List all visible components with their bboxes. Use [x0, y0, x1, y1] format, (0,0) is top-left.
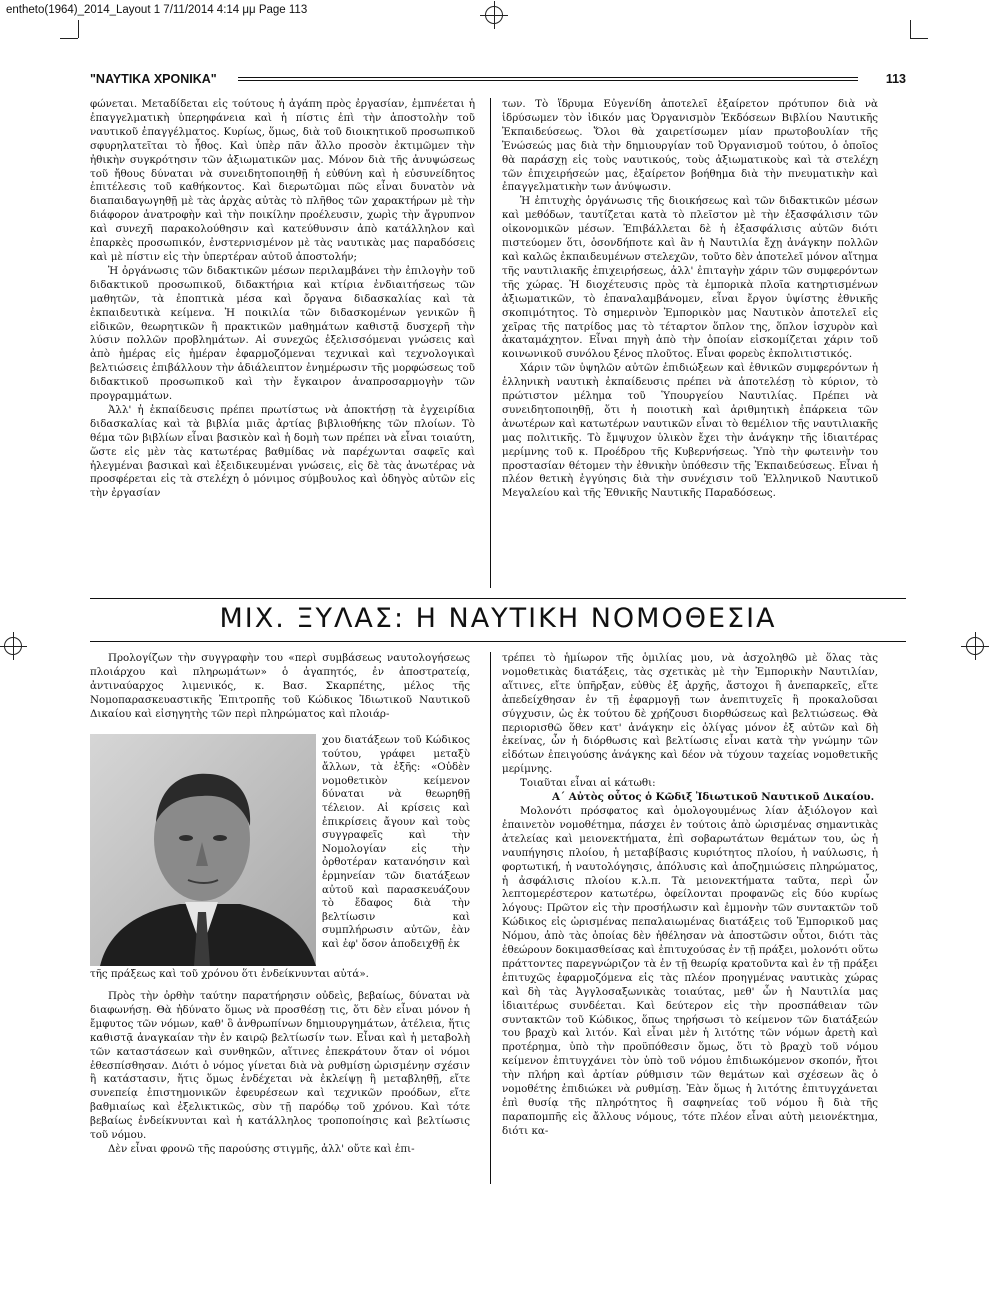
top-right-column [502, 98, 878, 590]
paragraph: φώνεται. Μεταδίδεται εἰς τούτους ἡ ἀγάπη πρὸς ἐργασίαν, ἐμπνέεται ἡ ἐπαγγελματικὴ ὑπερηφάνεια καὶ ἡ πίστις ἐπὶ τὴν ἀποστολὴν τοῦ ναυτικοῦ ἐπαγγέλματος. Κυρίως, ὅμως, διὰ τοῦ διοικητικοῦ προσωπικοῦ σφυρηλατεῖται τὸ ἦθος. Καὶ ὑπὲρ πᾶν ἄλλο προσὸν ἐκτιμῶμεν τὴν ἠθικὴν συγκρότησιν τῶν ἀξιωματικῶν μας. Μόνον διὰ τῆς ἀνυψώσεως τοῦ ἤθους δύναται νὰ συνειδητοποιηθῇ ἡ εὐθύνη καὶ ἡ εὐσυνείδητος ἐπιτέλεσις τοῦ καθήκοντος. Καὶ διερωτῶμαι πῶς εἶναι δυνατὸν νὰ διαπαιδαγωγηθῇ μὲ τὰς ἀρχὰς αὐτὰς τὸ πλῆθος τῶν χαρακτήρων μὲ τὴν διάφορον ἀνατροφὴν καὶ τὴν ποικίλην προέλευσιν, χωρὶς τὴν ἄγρυπνον καὶ συνεχῆ παρακολούθησιν καὶ κατεύθυνσιν ἀπὸ κατάλληλον καὶ ἐπαρκὲς προσωπικόν, ἐνστερνισμένον μὲ τὰς ναυτικὰς μας παραδόσεις καὶ μὲ πίστιν εἰς τὴν ὑπερτέραν αὐτοῦ ἀποστολήν; [90, 98, 475, 263]
intro-block [90, 652, 470, 734]
intro-quote-end: τῆς πράξεως καὶ τοῦ χρόνου ὅτι ἐνδείκνυνται αὐτά». [90, 968, 369, 980]
bottom-left-column [90, 990, 470, 1190]
header-rule [238, 77, 858, 81]
article-headline: ΜΙΧ. ΞΥΛΑΣ: Η ΝΑΥΤΙΚΗ ΝΟΜΟΘΕΣΙΑ [219, 603, 777, 634]
top-left-column [90, 98, 475, 590]
intro-end [90, 968, 470, 984]
column-divider [490, 98, 491, 588]
intro-paragraph: Προλογίζων τὴν συγγραφὴν του «περὶ συμβάσεως ναυτολογήσεως πλοιάρχου καὶ πληρωμάτων» ὁ ἀγαπητός, ἐν ἀποστρατείᾳ, ἀντιναύαρχος λιμενικός, κ. Βασ. Σκαρπέτης, μέλος τῆς Νομοπαρασκευαστικῆς Ἐπιτροπῆς τοῦ Κώδικος Ἰδιωτικοῦ Ναυτικοῦ Δικαίου καὶ εἰσηγητὴς τῶν περὶ πληρώματος καὶ πλοιάρ- [90, 652, 470, 720]
paragraph: τρέπει τὸ ἡμίωρον τῆς ὁμιλίας μου, νὰ ἀσχοληθῶ μὲ ὅλας τὰς νομοθετικὰς διατάξεις, τὰς σχετικὰς μὲ τὴν Ἐμπορικὴν Ναυτιλίαν, αἵτινες, εἴτε ὑπῆρξαν, εὐθὺς ἐξ ἀρχῆς, ἄστοχοι ἢ ἀνεπαρκεῖς, εἴτε ἀπεδείχθησαν ἐν τῇ ἐφαρμογῇ των ἀνεπιτυχεῖς ἢ προκαλοῦσαι σύγχυσιν, ὡς ἐκ τούτου δὲ χρήζουσι διορθώσεως καὶ βελτιώσεως. Θὰ περιορισθῶ ὅθεν κατ' ἀνάγκην εἰς ὀλίγας μόνον ἐξ αὐτῶν καὶ δὴ ἐκείνας, ὧν ἡ διόρθωσις καὶ βελτίωσις εἶναι κατὰ τὴν γνώμην τῶν εἰδότων ἐπειγούσης ἀνάγκης καὶ δέον νὰ τύχουν ταχείας νομοθετικῆς μερίμνης. [502, 652, 878, 776]
column-divider [490, 652, 491, 1184]
paragraph: Τοιαῦται εἶναι αἱ κάτωθι: [520, 777, 656, 790]
paragraph: Ἡ ἐπιτυχὴς ὀργάνωσις τῆς διοικήσεως καὶ τῶν διδακτικῶν μέσων καὶ μεθόδων, ταυτίζεται κατὰ τὸ πλεῖστον μὲ τὴν ἐξασφάλισιν τῶν οἰκονομικῶν μέσων. Ἐπιβάλλεται δὲ ἡ ἐξασφάλισις αὐτῶν διότι πιστεύομεν ὅτι, ὁσονδήποτε καὶ ἂν ἡ Ναυτιλία ἔχῃ ἀνάγκην πολλῶν καὶ καλῶς ἐκπαιδευμένων στελεχῶν, τοῦτο δὲν ἀποτελεῖ μόνον αἴτημα τῆς ναυτιλιακῆς ἐπιχειρήσεως, ἀλλ' ἐπιταγὴν χάριν τῶν συμφερόντων τῆς χώρας. Ἡ διοχέτευσις πρὸς τὰ ἐμπορικὰ πλοῖα κατηρτισμένων ἀξιωματικῶν, τὸ ἐπαναλαμβάνομεν, εἶναι ἔργον ὑψίστης ἐθνικῆς σκοπιμότητος. Τὸ σημερινὸν Ἐμπορικὸν μας Ναυτικὸν ἀποτελεῖ εἰς χεῖρας τῆς πατρίδος μας τὸ τέταρτον ὅπλον της, ὅπλον ἰσχυρὸν καὶ ἀκαταμάχητον. Εἶναι πηγὴ ἀπὸ τὴν ὁποίαν εἰσκομίζεται χάριν τοῦ κοινωνικοῦ συνόλου ξένος πλοῦτος. Εἶναι φορεὺς ἐκπολιτιστικός. [502, 195, 878, 361]
intro-quote: χου διατάξεων τοῦ Κώδικος τούτου, γράφει μεταξὺ ἄλλων, τὰ ἑξῆς: «Οὐδὲν νομοθετικὸν κείμενον δύναται νὰ θεωρηθῇ τέλειον. Αἱ κρίσεις καὶ ἐπικρίσεις ἄγουν καὶ τοὺς συγγραφεῖς καὶ τὴν Νομολογίαν εἰς τὴν ὀρθοτέραν κατανόησιν καὶ ἑρμηνείαν τῶν διατάξεων αὐτοῦ καὶ παρασκευάζουν τὸ ἔδαφος διὰ τὴν βελτίωσιν καὶ συμπλήρωσιν αὐτῶν, ἐὰν καὶ ἐφ' ὅσον ἀποδειχθῇ ἐκ [322, 734, 470, 950]
paragraph: Πρὸς τὴν ὀρθὴν ταύτην παρατήρησιν οὐδεὶς, βεβαίως, δύναται νὰ διαφωνήσῃ. Θὰ ἠδύνατο ὅμως νὰ προσθέσῃ τις, ὅτι δὲν εἶναι μόνον ἡ ἔμφυτος τῶν νόμων, καθ' ὃ ἀνθρωπίνων δημιουργημάτων, ἀτέλεια, ἥτις καθιστᾷ ἀναγκαίαν τὴν ἐν καιρῷ βελτίωσίν των. Εἶναι καὶ ἡ μεταβολὴ τῶν καταστάσεων καὶ συνθηκῶν, αἵτινες ἐπεκράτουν ὅταν οἱ νόμοι ἐθεσπίσθησαν. Διότι ὁ νόμος γίνεται διὰ νὰ ρυθμίσῃ ὡρισμένην σχέσιν ἢ κατάστασιν, ἥτις ὅμως ἐνδέχεται νὰ ἐκλείψῃ ἢ μεταβληθῇ, εἴτε συνεπείᾳ ἐπιστημονικῶν ἐφευρέσεων καὶ τεχνικῶν προόδων, εἴτε βαθμιαίως καὶ ἐξελικτικῶς, σὺν τῇ παρόδῳ τοῦ χρόνου. Καὶ τότε βεβαίως ἐνδείκνυνται καὶ ἡ κατάλληλος τροποποίησις καὶ βελτίωσις τοῦ νόμου. [90, 990, 470, 1142]
registration-mark-right [966, 637, 984, 655]
paragraph: Ἡ ὀργάνωσις τῶν διδακτικῶν μέσων περιλαμβάνει τὴν ἐπιλογὴν τοῦ διδακτικοῦ προσωπικοῦ, διδακτήρια καὶ κτίρια ἐνδιαιτήσεως τῶν μαθητῶν, τὰ ἐποπτικὰ μέσα καὶ ὄργανα διδασκαλίας καὶ τὰ ἐκπαιδευτικὰ κείμενα. Ἡ ποικιλία τῶν διδασκομένων γενικῶν ἢ εἰδικῶν, θεωρητικῶν ἢ πρακτικῶν μαθημάτων καθιστᾷ δυσχερῆ τὴν λύσιν πολλῶν προβλημάτων. Αἱ συνεχῶς ἐξελισσόμεναι γνώσεις καὶ ἀπὸ ἡμέρας εἰς ἡμέραν ἐφαρμοζόμεναι τεχνικαὶ καὶ τεχνολογικαὶ βελτιώσεις ἐπιβάλλουν τὴν ἀδιάλειπτον ἐνημέρωσιν τῆς μορφώσεως τοῦ διδακτικοῦ προσωπικοῦ καὶ τὴν ἔγκαιρον ἀναπροσαρμογὴν τῶν προγραμμάτων. [90, 264, 475, 403]
section-subheading: Α΄ Αὐτὸς οὗτος ὁ Κῶδιξ Ἰδιωτικοῦ Ναυτικοῦ Δικαίου. [552, 791, 875, 804]
page-number: 113 [885, 72, 906, 86]
crop-mark [910, 38, 928, 39]
paragraph: Χάριν τῶν ὑψηλῶν αὐτῶν ἐπιδιώξεων καὶ ἐθνικῶν συμφερόντων ἡ ἑλληνικὴ ναυτικὴ ἐκπαίδευσις πρέπει νὰ ἀποτελέσῃ τὸ κύριον, τὸ πρώτιστον μέλημα τοῦ Ὑπουργείου Ναυτιλίας. Πρέπει νὰ συνειδητοποιηθῇ, ὅτι ἡ ποιοτικὴ καὶ ἀριθμητικὴ ἐπάρκεια τῶν ἀνωτέρων καὶ κατωτέρων ναυτικῶν εἶναι τὸ θεμέλιον τῆς ναυτιλιακῆς μας πολιτικῆς. Τὸ ἔμψυχον ὑλικὸν ἔχει τὴν ἀνάγκην τῆς ἰδιαιτέρας μερίμνης τοῦ κ. Προέδρου τῆς Κυβερνήσεως. Ὑπὸ τὴν φωτεινὴν του προστασίαν θέτομεν τὴν ἐθνικὴν ὑπόθεσιν τῆς Ἐκπαιδεύσεως. Εἶναι ἡ πλέον θετικὴ ἐγγύησις διὰ τὴν συνέχισιν τοῦ Ἑλληνικοῦ Ναυτικοῦ Μεγαλείου καὶ τῆς Ἐθνικῆς Ναυτικῆς Παραδόσεως. [502, 362, 878, 500]
paragraph: Δὲν εἶναι φρονῶ τῆς παρούσης στιγμῆς, ἀλλ' οὔτε καὶ ἐπι- [108, 1142, 415, 1155]
journal-title: "ΝΑΥΤΙΚΑ ΧΡΟΝΙΚΑ" [90, 72, 217, 86]
paragraph: Ἀλλ' ἡ ἐκπαίδευσις πρέπει πρωτίστως νὰ ἀποκτήσῃ τὰ ἐγχειρίδια διδασκαλίας καὶ τὰ βιβλία μιᾶς ἀρτίας βιβλιοθήκης τῶν πλοίων. Τὸ θέμα τῶν βιβλίων εἶναι βασικὸν καὶ ἡ δομὴ των πρέπει νὰ εἶναι τοιαύτη, ὥστε εἰς μὲν τὰς κατωτέρας βαθμίδας νὰ παρέχωνται σαφεῖς καὶ ἠλεγμέναι βασικαὶ καὶ ἐξειδικευμέναι γνώσεις, εἰς δὲ τὰς ἀνωτέρας νὰ προσφέρεται εἰς τὰ στελέχη ὁ μόνιμος σύμβουλος καὶ ὁδηγὸς αὐτῶν εἰς τὴν ἐργασίαν [90, 403, 475, 500]
author-portrait [90, 734, 316, 966]
crop-mark [60, 38, 78, 39]
paragraph: των. Τὸ ἵδρυμα Εὐγενίδη ἀποτελεῖ ἐξαίρετον πρότυπον διὰ νὰ ἱδρύσωμεν τὸν ἰδικόν μας Ὀργανισμὸν Ἐκδόσεων Βιβλίου Ναυτικῆς Ἐκπαιδεύσεως. Ὅλοι θὰ χαιρετίσωμεν μίαν πρωτοβουλίαν τῆς Ἑνώσεώς μας διὰ τὴν δημιουργίαν τοῦ Ὀργανισμοῦ τούτου, ὁ ὁποῖος θὰ παράσχῃ εἰς τοὺς ναυτικούς, τοὺς ἀξιωματικοὺς καὶ τὰ στελέχη τῶν ἐπιχειρήσεών μας, ἐξαίρετον βοήθημα διὰ τὴν πνευματικὴν καὶ ἐπαγγελματικὴν των ἀνύψωσιν. [502, 98, 878, 194]
bottom-right-column [502, 652, 878, 1187]
crop-mark [910, 20, 911, 38]
intro-beside-photo [322, 734, 470, 966]
registration-mark-top [485, 6, 503, 24]
headline-rule-bottom [90, 641, 906, 642]
running-header [90, 70, 906, 88]
crop-mark [78, 20, 79, 38]
headline-rule-top [90, 598, 906, 599]
print-slug: entheto(1964)_2014_Layout 1 7/11/2014 4:14 μμ Page 113 [6, 4, 308, 16]
paragraph: Μολονότι πρόσφατος καὶ ὁμολογουμένως λίαν ἀξιόλογον καὶ ἐπαινετὸν νομοθέτημα, πάσχει ἐν τούτοις ἀπὸ ὡρισμένας σημαντικὰς ἀτελείας καὶ μειονεκτήματα, ἐπὶ σοβαρωτάτων θεμάτων του, ὡς ἡ ναυπήγησις πλοίου, ἡ μεταβίβασις κυριότητος πλοίου, ἡ ναύλωσις, ἡ φορτωτική, ἡ ναυτολόγησις, ἀπόλυσις καὶ ἀποζημιώσεις πληρώματος, ἡ ἀσφάλισις πλοίου κ.λ.π. Τὰ μειονεκτήματα ταῦτα, περὶ ὧν λεπτομερέστερον κατωτέρω, ὀφείλονται προφανῶς εἰς δύο κυρίως λόγους: Πρῶτον εἰς τὴν προσήλωσιν καὶ ἐμμονὴν τῶν συντακτῶν τοῦ Κώδικος εἰς ὡρισμένας πεπαλαιωμένας διατάξεις τοῦ Ἐμπορικοῦ μας Νόμου, ἀπὸ τὰς ὁποίας δὲν ἠθέλησαν νὰ ἀποστῶσιν οὗτοι, διότι τὰς ἐθεώρουν δοκιμασθείσας καὶ ἐπιτυχούσας ἐν τῇ πράξει, μολονότι οὕτω πράττοντες παρεγνώριζον τὰ ἐν τῇ θεωρίᾳ κρατοῦντα καὶ ἐν τῇ πράξει ἐπιτυχῶς ἐφαρμοζόμενα εἰς τὰς πλέον προηγμένας ναυτικὰς χώρας καὶ δὴ τὰς Ἀγγλοσαξωνικὰς τοιαύτας, μεθ' ὧν ἡ Ναυτιλία μας ἰδιαιτέρως συνδέεται. Καὶ δεύτερον εἰς τὴν προσπάθειαν τῶν συντακτῶν τοῦ Κώδικος, ὅπως τηρήσωσι τὸ κείμενον τῶν διατάξεών του βραχὺ καὶ λιτόν. Καὶ εἶναι μὲν ἡ λιτότης τῶν νόμων ἀρετὴ καὶ προτέρημα, ὑπὸ τὴν προϋπόθεσιν ὅμως, ὅτι τὸ βραχὺ τοῦ νόμου κείμενον ἐπιτυγχάνει τὸν ὑπὸ τοῦ νόμου ἐπιδιωκόμενον σκοπόν, ἤτοι τὴν πλήρη καὶ ἀρτίαν ρύθμισιν τῶν θεμάτων καὶ σχέσεων ἃς ὁ νομοθέτης ἐπιδιώκει νὰ ρυθμίσῃ. Ἐὰν ὅμως ἡ λιτότης ἐπιτυγχάνεται ἐπὶ θυσίᾳ τῆς πληρότητος ἢ σαφηνείας τοῦ νόμου ἢ διὰ τῆς παραπομπῆς εἰς ἄλλους νόμους, τότε πλέον εἶναι αὐτὴ μειονέκτημα, διότι κα- [502, 804, 878, 1137]
portrait-image [90, 734, 316, 966]
registration-mark-left [4, 637, 22, 655]
